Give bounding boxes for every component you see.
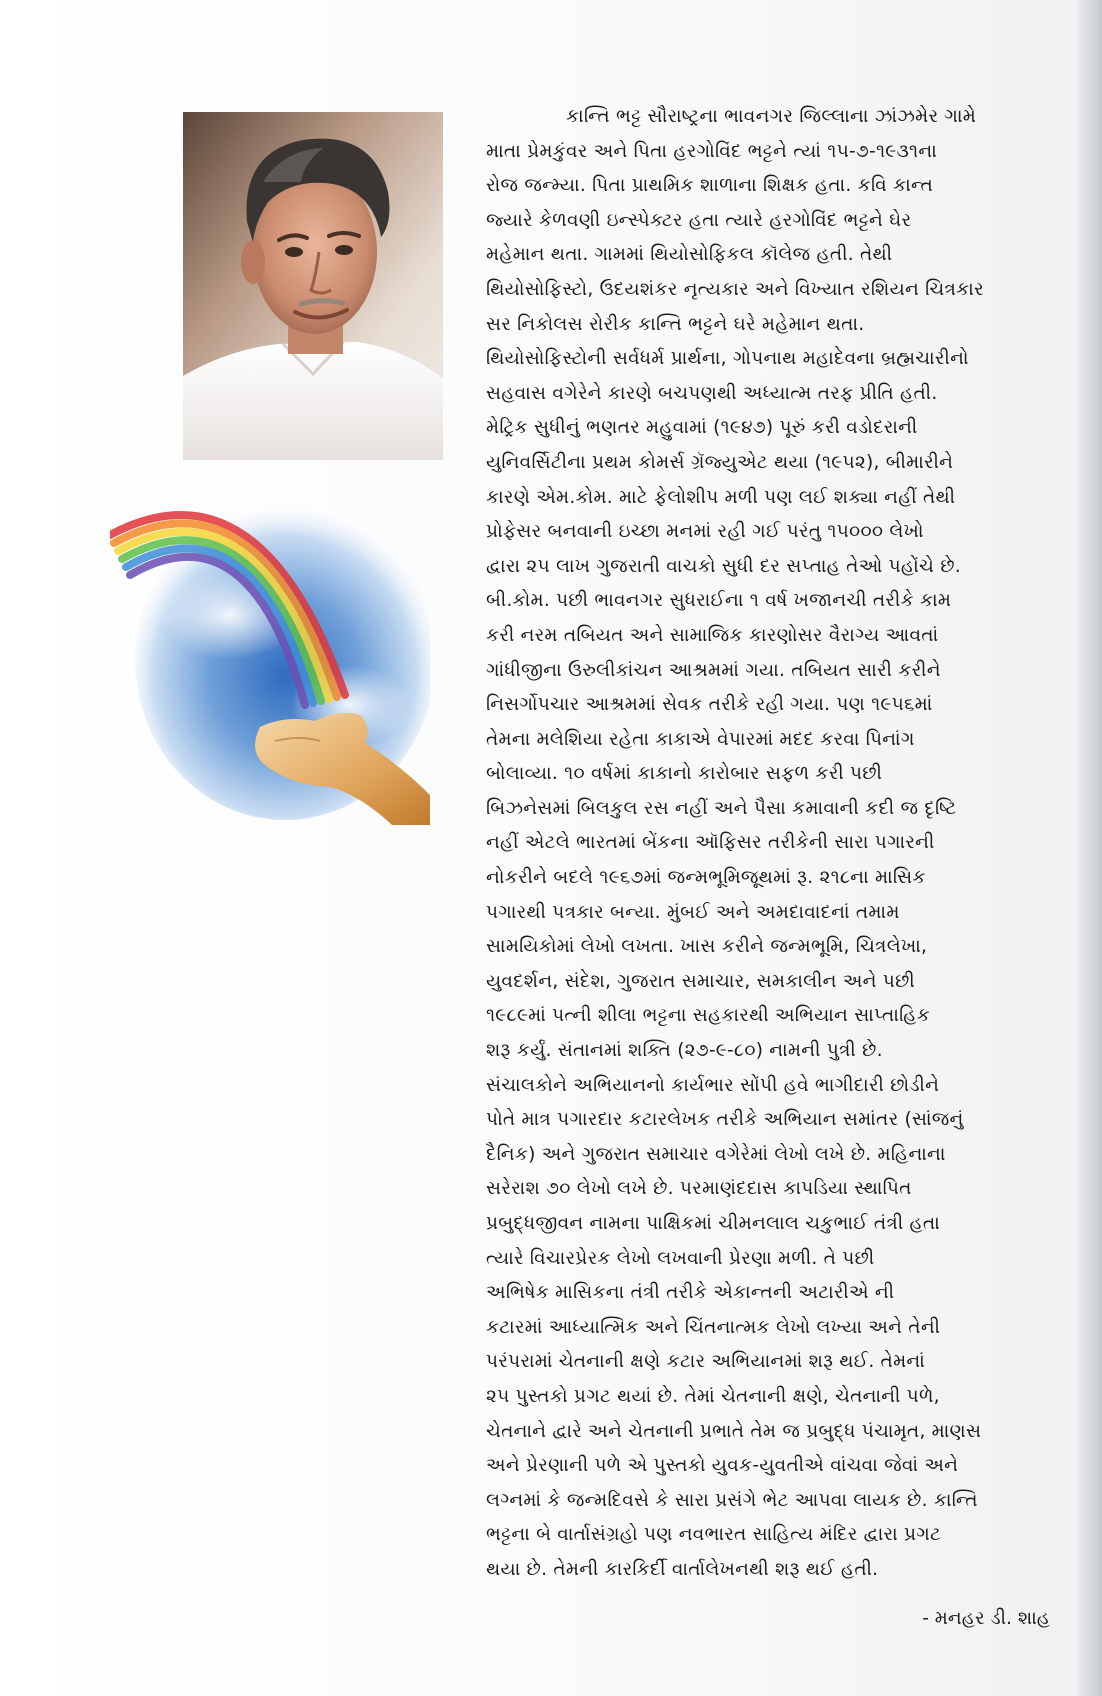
bio-line: દ્વારા ૨૫ લાખ ગુજરાતી વાચકો સુધી દર સપ્તાહ તેઓ પહોંચે છે.: [486, 555, 961, 577]
bio-line: શરૂ કર્યું. સંતાનમાં શક્તિ (૨૭-૯-૮૦) નામની પુત્રી છે.: [486, 1040, 883, 1062]
bio-line: કરી નરમ તબિયત અને સામાજિક કારણોસર વૈરાગ્ય આવતાં: [486, 624, 939, 646]
bio-line: યુનિવર્સિટીના પ્રથમ કોમર્સ ગ્રૅજ્યુએટ થયા (૧૯૫૨), બીમારીને: [486, 451, 954, 473]
bio-line: સર નિકોલસ રોરીક કાન્તિ ભટ્ટને ઘરે મહેમાન થતા.: [486, 313, 865, 335]
bio-line: નોકરીને બદલે ૧૯૬૭માં જન્મભૂમિજૂથમાં રૂ. ૨૧૮ના માસિક: [486, 867, 926, 889]
bio-line: થિયોસોફિસ્ટોની સર્વધર્મ પ્રાર્થના, ગોપનાથ મહાદેવના બ્રહ્મચારીનો: [486, 348, 969, 370]
bio-line: મહેમાન થતા. ગામમાં થિયોસોફિકલ કૉલેજ હતી. તેથી: [486, 244, 893, 266]
bio-line: કાન્તિ ભટ્ટ સૌરાષ્ટ્રના ભાવનગર જિલ્લાના ઝાંઝમેર ગામે: [566, 106, 977, 127]
rainbow-hand-illustration: [110, 495, 430, 825]
bio-line: કટારમાં આધ્યાત્મિક અને ચિંતનાત્મક લેખો લખ્યા અને તેની: [486, 1316, 941, 1338]
bio-line: નિસર્ગોપચાર આશ્રમમાં સેવક તરીકે રહી ગયા. પણ ૧૯૫૬માં: [486, 694, 933, 716]
bio-line: સહવાસ વગેરેને કારણે બચપણથી અધ્યાત્મ તરફ પ્રીતિ હતી.: [486, 382, 938, 404]
author-portrait-photo: [183, 112, 443, 460]
bio-line: અભિષેક માસિકના તંત્રી તરીકે એકાન્તની અટારીએ ની: [486, 1282, 895, 1304]
author-biography-text: [486, 100, 1051, 1588]
bio-line: પોતે માત્ર પગારદાર કટારલેખક તરીકે અભિયાન સમાંતર (સાંજનું: [486, 1109, 964, 1131]
bio-line: માતા પ્રેમકુંવર અને પિતા હરગોવિંદ ભટ્ટને ત્યાં ૧૫-૭-૧૯૩૧ના: [486, 140, 937, 162]
bio-line: ત્યારે વિચારપ્રેરક લેખો લખવાની પ્રેરણા મળી. તે પછી: [486, 1247, 875, 1269]
bio-line: સામયિકોમાં લેખો લખતા. ખાસ કરીને જન્મભૂમિ, ચિત્રલેખા,: [486, 936, 928, 958]
bio-line: કારણે એમ.કોમ. માટે ફેલોશીપ મળી પણ લઈ શક્યા નહીં તેથી: [486, 486, 956, 508]
bio-line: લગ્નમાં કે જન્મદિવસે કે સારા પ્રસંગે ભેટ આપવા લાયક છે. કાન્તિ: [486, 1489, 978, 1511]
bio-line: રોજ જન્મ્યા. પિતા પ્રાથમિક શાળાના શિક્ષક હતા. કવિ કાન્ત: [486, 175, 933, 197]
bio-line: પ્રોફેસર બનવાની ઇચ્છા મનમાં રહી ગઈ પરંતુ ૧૫૦૦૦ લેખો: [486, 521, 924, 543]
bio-line: પગારથી પત્રકાર બન્યા. મુંબઈ અને અમદાવાદનાં તમામ: [486, 901, 900, 923]
cover-edge-shadow: [1078, 0, 1102, 1696]
bio-line: સંચાલકોને અભિયાનનો કાર્યભાર સોંપી હવે ભાગીદારી છોડીને: [486, 1074, 940, 1096]
bio-line: પ્રબુદ્ધજીવન નામના પાક્ષિકમાં ચીમનલાલ ચકુભાઈ તંત્રી હતા: [486, 1213, 940, 1234]
bio-line: બિઝનેસમાં બિલકુલ રસ નહીં અને પૈસા કમાવાની કદી જ દૃષ્ટિ: [486, 797, 957, 819]
bio-line: બોલાવ્યા. ૧૦ વર્ષમાં કાકાનો કારોબાર સફળ કરી પછી: [486, 763, 883, 785]
bio-line: ચેતનાને દ્વારે અને ચેતનાની પ્રભાતે તેમ જ પ્રબુદ્ધ પંચામૃત, માણસ: [486, 1420, 982, 1442]
bio-line: ભટ્ટના બે વાર્તાસંગ્રહો પણ નવભારત સાહિત્ય મંદિર દ્વારા પ્રગટ: [486, 1524, 942, 1546]
bio-line: મેટ્રિક સુધીનું ભણતર મહુવામાં (૧૯૪૭) પૂરું કરી વડોદરાની: [486, 417, 918, 439]
author-signature: - મનહર ડી. શાહ: [922, 1608, 1050, 1629]
bio-line: નહીં એટલે ભારતમાં બેંકના ઑફિસર તરીકેની સારા પગારની: [486, 832, 935, 854]
bio-line: ગાંધીજીના ઉરુલીકાંચન આશ્રમમાં ગયા. તબિયત સારી કરીને: [486, 659, 941, 681]
bio-line: જ્યારે કેળવણી ઇન્સ્પેક્ટર હતા ત્યારે હરગોવિંદ ભટ્ટને ઘેર: [486, 209, 912, 231]
bio-line: સરેરાશ ૭૦ લેખો લખે છે. પરમાણંદદાસ કાપડિયા સ્થાપિત: [486, 1178, 912, 1200]
bio-line: અને પ્રેરણાની પળે એ પુસ્તકો યુવક-યુવતીએ વાંચવા જેવાં અને: [486, 1455, 959, 1477]
bio-line: ૨૫ પુસ્તકો પ્રગટ થયાં છે. તેમાં ચેતનાની ક્ષણે, ચેતનાની પળે,: [486, 1385, 940, 1407]
bio-line: બી.કોમ. પછી ભાવનગર સુધરાઈના ૧ વર્ષ ખજાનચી તરીકે કામ: [486, 590, 952, 612]
bio-line: યુવદર્શન, સંદેશ, ગુજરાત સમાચાર, સમકાલીન અને પછી: [486, 970, 915, 992]
bio-line: ૧૯૮૯માં પત્ની શીલા ભટ્ટના સહકારથી અભિયાન સાપ્તાહિક: [486, 1005, 931, 1027]
bio-line: તેમના મલેશિયા રહેતા કાકાએ વેપારમાં મદદ કરવા પિનાંગ: [486, 728, 915, 750]
bio-line: થિયોસોફિસ્ટો, ઉદયશંકર નૃત્યકાર અને વિખ્યાત રશિયન ચિત્રકાર: [486, 278, 984, 300]
bio-line: થયા છે. તેમની કારકિર્દી વાર્તાલેખનથી શરૂ થઈ હતી.: [486, 1558, 879, 1580]
bio-line: પરંપરામાં ચેતનાની ક્ષણે કટાર અભિયાનમાં શરૂ થઈ. તેમનાં: [486, 1351, 926, 1373]
bio-line: દૈનિક) અને ગુજરાત સમાચાર વગેરેમાં લેખો લખે છે. મહિનાના: [486, 1143, 946, 1165]
